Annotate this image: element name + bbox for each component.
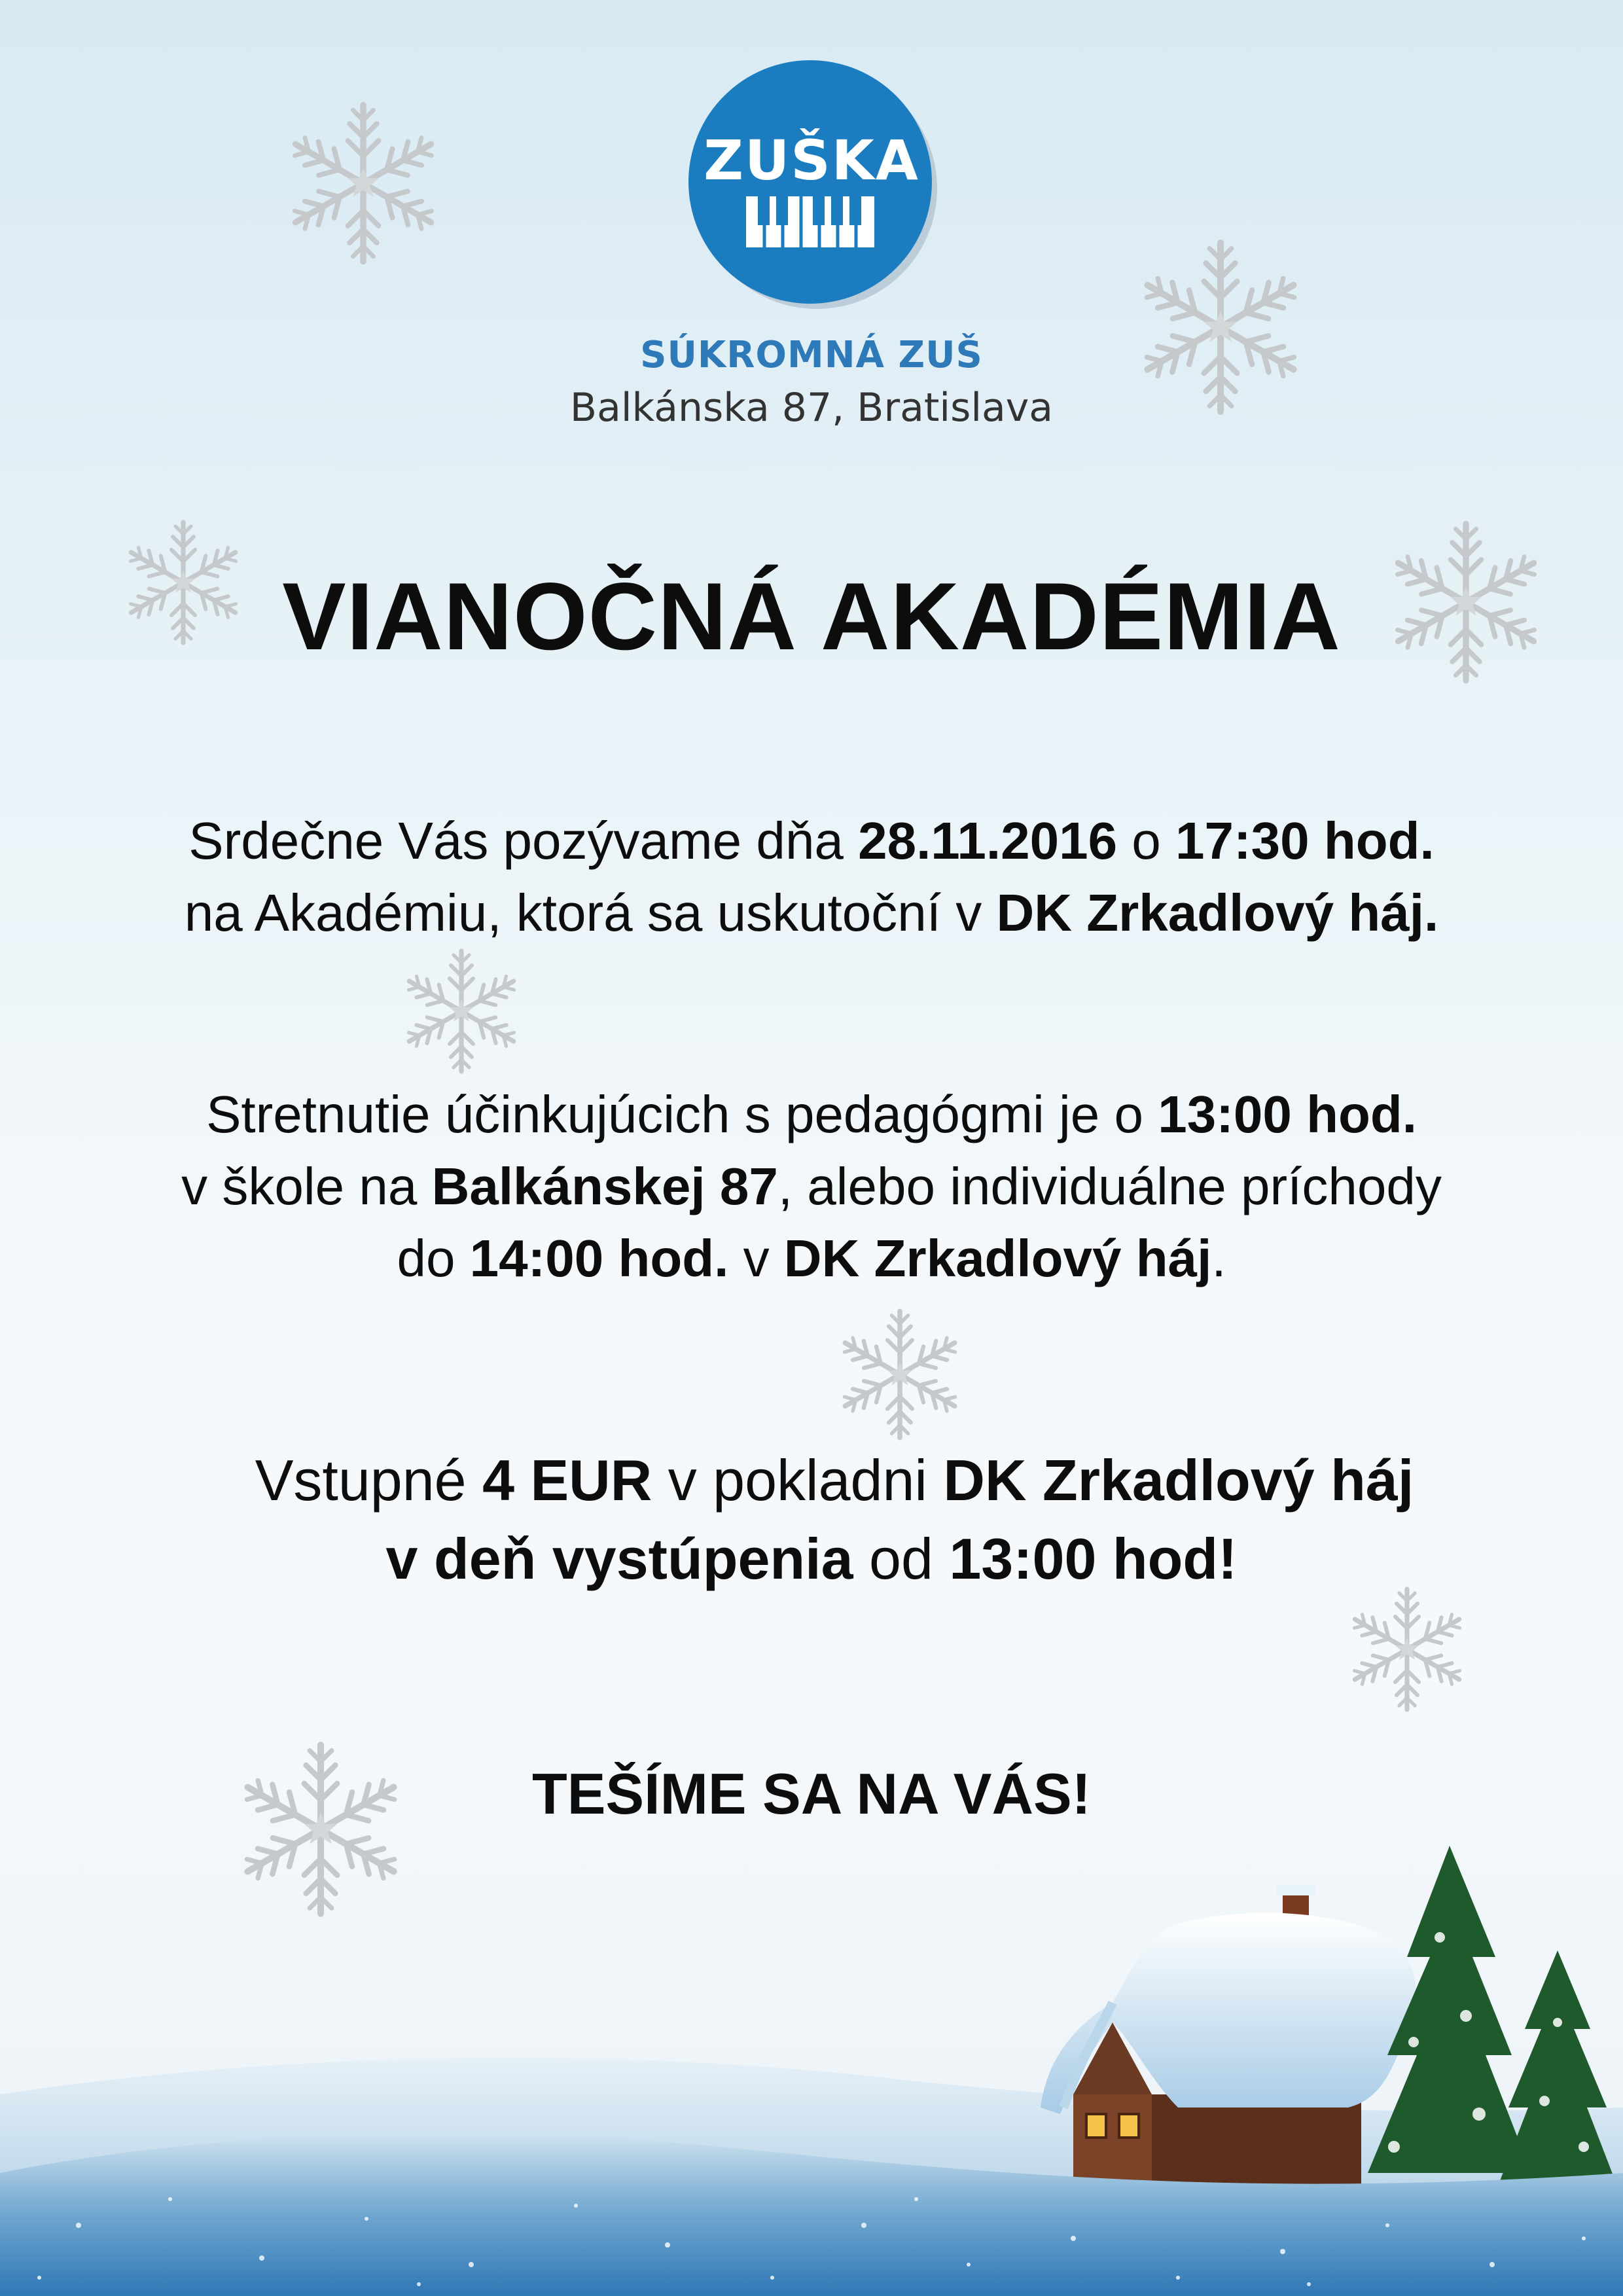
text-span: Vstupné — [255, 1448, 483, 1513]
snowflake-icon — [1342, 1584, 1472, 1715]
entry-line-2 — [0, 1520, 1623, 1598]
meeting-line-3 — [0, 1223, 1623, 1295]
snowflake-icon — [278, 98, 448, 268]
meeting-line-1 — [0, 1079, 1623, 1151]
invitation-paragraph — [0, 805, 1623, 949]
text-span: o — [1117, 812, 1176, 870]
school-logo — [686, 58, 937, 309]
entry-paragraph — [0, 1441, 1623, 1598]
logo-text: ZUŠKA — [704, 128, 919, 192]
school-address: Balkánska 87, Bratislava — [569, 385, 1054, 431]
invitation-line-2 — [0, 877, 1623, 949]
closing-message: TEŠÍME SA NA VÁS! — [531, 1761, 1091, 1826]
text-span: od — [853, 1526, 950, 1591]
invitation-line-1 — [0, 805, 1623, 877]
meeting-time: 13:00 hod. — [1158, 1085, 1417, 1143]
text-span: Stretnutie účinkujúcich s pedagógmi je o — [206, 1085, 1158, 1143]
arrival-time: 14:00 hod. — [469, 1229, 729, 1287]
winter-cottage-illustration — [0, 1806, 1623, 2296]
text-span: do — [397, 1229, 470, 1287]
text-span: v — [728, 1229, 784, 1287]
snowflake-icon — [396, 946, 527, 1077]
venue-name: DK Zrkadlový háj — [943, 1448, 1414, 1513]
text-span: . — [1211, 1229, 1226, 1287]
event-date: 28.11.2016 — [858, 812, 1118, 870]
event-time: 17:30 hod. — [1175, 812, 1435, 870]
text-span: v pokladni — [652, 1448, 944, 1513]
text-span: na Akadémiu, ktorá sa uskutoční v — [184, 884, 997, 942]
text-span: , alebo individuálne príchody — [777, 1157, 1442, 1215]
entry-price: 4 EUR — [482, 1448, 652, 1513]
entry-line-1 — [0, 1441, 1623, 1520]
performance-day: v deň vystúpenia — [385, 1526, 853, 1591]
page-title: VIANOČNÁ AKADÉMIA — [282, 563, 1341, 670]
meeting-line-2 — [0, 1151, 1623, 1223]
text-span: v škole na — [181, 1157, 432, 1215]
school-name: SÚKROMNÁ ZUŠ — [640, 334, 983, 376]
ticket-time: 13:00 hod! — [949, 1526, 1238, 1591]
piano-keys-icon — [745, 195, 876, 249]
school-address-bold: Balkánskej 87 — [431, 1157, 778, 1215]
venue-name: DK Zrkadlový háj — [783, 1229, 1212, 1287]
text-span: Srdečne Vás pozývame dňa — [188, 812, 859, 870]
snowflake-icon — [831, 1306, 969, 1443]
meeting-paragraph — [0, 1079, 1623, 1295]
venue-name: DK Zrkadlový háj. — [996, 884, 1439, 942]
